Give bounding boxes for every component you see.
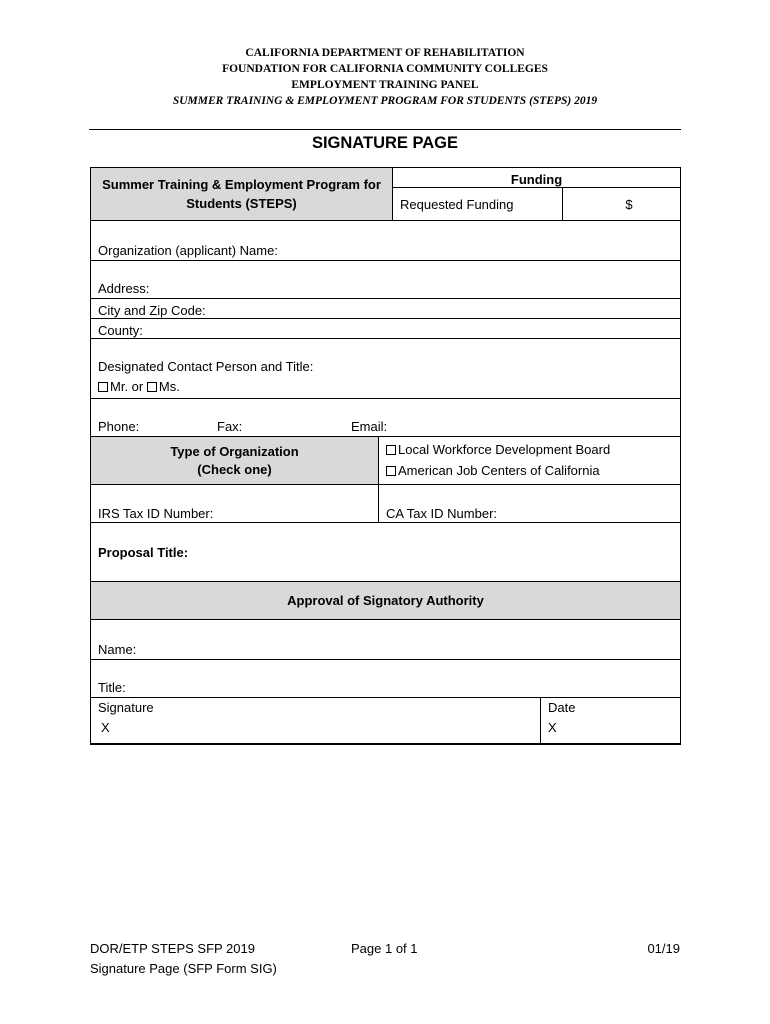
ca-tax-id-label: CA Tax ID Number: xyxy=(386,506,498,521)
requested-funding-field[interactable] xyxy=(563,188,681,221)
currency-symbol: $ xyxy=(625,196,633,212)
date-label: Date xyxy=(548,700,576,715)
job-centers-label: American Job Centers of California xyxy=(398,463,600,478)
city-zip-label: City and Zip Code: xyxy=(98,303,206,318)
date-x: X xyxy=(548,720,557,735)
org-type-label-1: Type of Organization xyxy=(170,443,299,459)
signature-form-table xyxy=(90,167,681,745)
footer-form-name: Signature Page (SFP Form SIG) xyxy=(90,961,277,976)
signature-label: Signature xyxy=(98,700,154,715)
county-label: County: xyxy=(98,323,143,338)
header-line-3: EMPLOYMENT TRAINING PANEL xyxy=(291,79,479,91)
signature-x: X xyxy=(101,720,110,735)
contact-field[interactable] xyxy=(91,339,681,399)
approver-title-label: Title: xyxy=(98,680,126,695)
contact-label: Designated Contact Person and Title: xyxy=(98,359,314,374)
address-label: Address: xyxy=(98,281,150,296)
requested-funding-label: Requested Funding xyxy=(393,188,563,221)
footer-form-id: DOR/ETP STEPS SFP 2019 xyxy=(90,941,255,956)
funding-heading: Funding xyxy=(393,168,681,188)
mr-checkbox[interactable] xyxy=(98,382,108,392)
org-type-options xyxy=(379,437,681,485)
mr-label: Mr. or xyxy=(110,379,144,394)
org-name-field[interactable] xyxy=(91,221,681,261)
proposal-title-label: Proposal Title: xyxy=(98,545,189,560)
header-line-2: FOUNDATION FOR CALIFORNIA COMMUNITY COLLEGES xyxy=(222,63,548,75)
workforce-board-checkbox[interactable] xyxy=(386,445,396,455)
ca-tax-id-field[interactable] xyxy=(379,485,681,523)
approver-name-label: Name: xyxy=(98,642,137,657)
approval-heading: Approval of Signatory Authority xyxy=(91,582,681,620)
org-type-label-2: (Check one) xyxy=(197,461,272,477)
workforce-board-label: Local Workforce Development Board xyxy=(398,442,611,457)
header-line-1: CALIFORNIA DEPARTMENT OF REHABILITATION xyxy=(245,47,525,59)
job-centers-checkbox[interactable] xyxy=(386,466,396,476)
approver-name-field[interactable] xyxy=(91,620,681,660)
approver-title-field[interactable] xyxy=(91,660,681,698)
program-line-2: Students (STEPS) xyxy=(186,196,297,211)
date-field[interactable] xyxy=(541,698,681,744)
ms-label: Ms. xyxy=(158,379,180,394)
program-cell xyxy=(91,168,393,221)
address-field[interactable] xyxy=(91,261,681,299)
signature-field[interactable] xyxy=(91,698,541,744)
page-title: SIGNATURE PAGE xyxy=(311,134,459,152)
irs-tax-id-label: IRS Tax ID Number: xyxy=(98,506,214,521)
header-divider xyxy=(89,129,681,130)
footer-date: 01/19 xyxy=(647,941,680,956)
city-zip-field[interactable] xyxy=(91,299,681,319)
footer-page-number: Page 1 of 1 xyxy=(351,941,418,956)
county-field[interactable] xyxy=(91,319,681,339)
ms-checkbox[interactable] xyxy=(147,382,157,392)
fax-label[interactable]: Fax: xyxy=(217,419,243,434)
email-label[interactable]: Email: xyxy=(351,419,388,434)
irs-tax-id-field[interactable] xyxy=(91,485,379,523)
proposal-title-field[interactable] xyxy=(91,523,681,582)
program-line-1: Summer Training & Employment Program for xyxy=(102,177,381,192)
phone-fax-email-row xyxy=(91,399,681,437)
header-line-4: SUMMER TRAINING & EMPLOYMENT PROGRAM FOR STUDENTS (STEPS) 2019 xyxy=(172,95,598,107)
org-type-label-cell xyxy=(91,437,379,485)
org-name-label: Organization (applicant) Name: xyxy=(98,243,278,258)
phone-label[interactable]: Phone: xyxy=(98,419,140,434)
